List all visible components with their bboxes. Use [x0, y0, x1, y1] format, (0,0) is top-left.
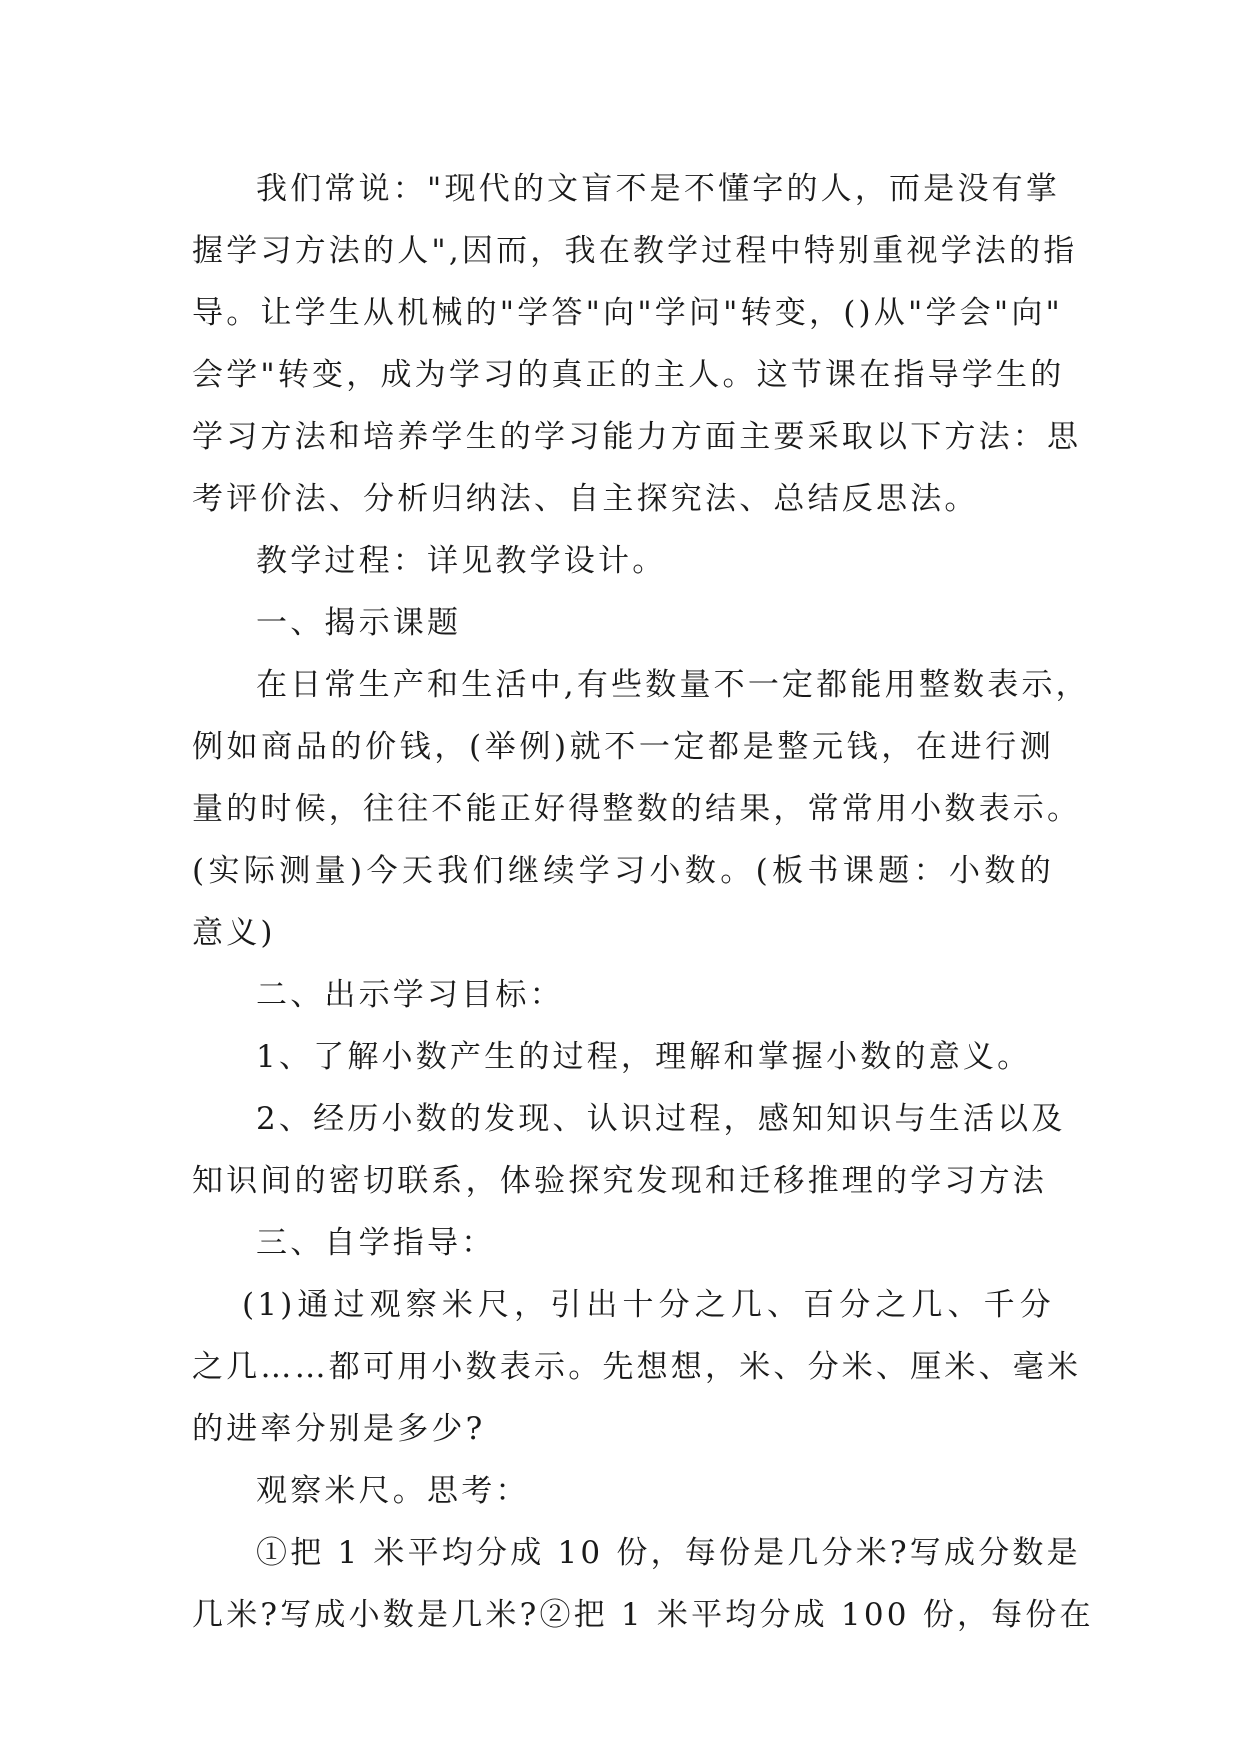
paragraph-line: 量的时候，往往不能正好得整数的结果，常常用小数表示。 — [192, 791, 1082, 827]
paragraph-line: 握学习方法的人",因而，我在教学过程中特别重视学法的指 — [192, 233, 1078, 269]
paragraph-line: (1)通过观察米尺，引出十分之几、百分之几、千分 — [242, 1287, 1054, 1323]
paragraph-line: 几米?写成小数是几米?②把 1 米平均分成 100 份，每份在 — [192, 1597, 1094, 1633]
paragraph-line: 导。让学生从机械的"学答"向"学问"转变，()从"学会"向" — [192, 295, 1063, 331]
paragraph-line: 的进率分别是多少? — [192, 1411, 486, 1447]
paragraph-line: 1、了解小数产生的过程，理解和掌握小数的意义。 — [256, 1039, 1032, 1075]
paragraph-line: 教学过程：详见教学设计。 — [256, 543, 667, 579]
paragraph-line: 意义) — [192, 915, 276, 951]
section-heading: 一、揭示课题 — [256, 605, 462, 641]
document-page — [192, 158, 1094, 1646]
paragraph-line: 2、经历小数的发现、认识过程，感知知识与生活以及 — [256, 1101, 1066, 1137]
paragraph-line: 之几……都可用小数表示。先想想，米、分米、厘米、毫米 — [192, 1349, 1082, 1385]
section-heading: 三、自学指导： — [256, 1225, 496, 1261]
paragraph-line: 观察米尺。思考： — [256, 1473, 530, 1509]
paragraph-line: (实际测量)今天我们继续学习小数。(板书课题：小数的 — [192, 853, 1054, 889]
paragraph-line: 学习方法和培养学生的学习能力方面主要采取以下方法：思 — [192, 419, 1082, 455]
paragraph-line: 在日常生产和生活中,有些数量不一定都能用整数表示， — [256, 667, 1090, 703]
paragraph-line: 我们常说："现代的文盲不是不懂字的人，而是没有掌 — [256, 171, 1061, 207]
paragraph-line: 会学"转变，成为学习的真正的主人。这节课在指导学生的 — [192, 357, 1065, 393]
section-heading: 二、出示学习目标： — [256, 977, 564, 1013]
paragraph-line: 考评价法、分析归纳法、自主探究法、总结反思法。 — [192, 481, 979, 517]
paragraph-line: 例如商品的价钱，(举例)就不一定都是整元钱，在进行测 — [192, 729, 1054, 765]
paragraph-line: 知识间的密切联系，体验探究发现和迁移推理的学习方法 — [192, 1163, 1047, 1199]
paragraph-line: ①把 1 米平均分成 10 份，每份是几分米?写成分数是 — [256, 1535, 1081, 1571]
